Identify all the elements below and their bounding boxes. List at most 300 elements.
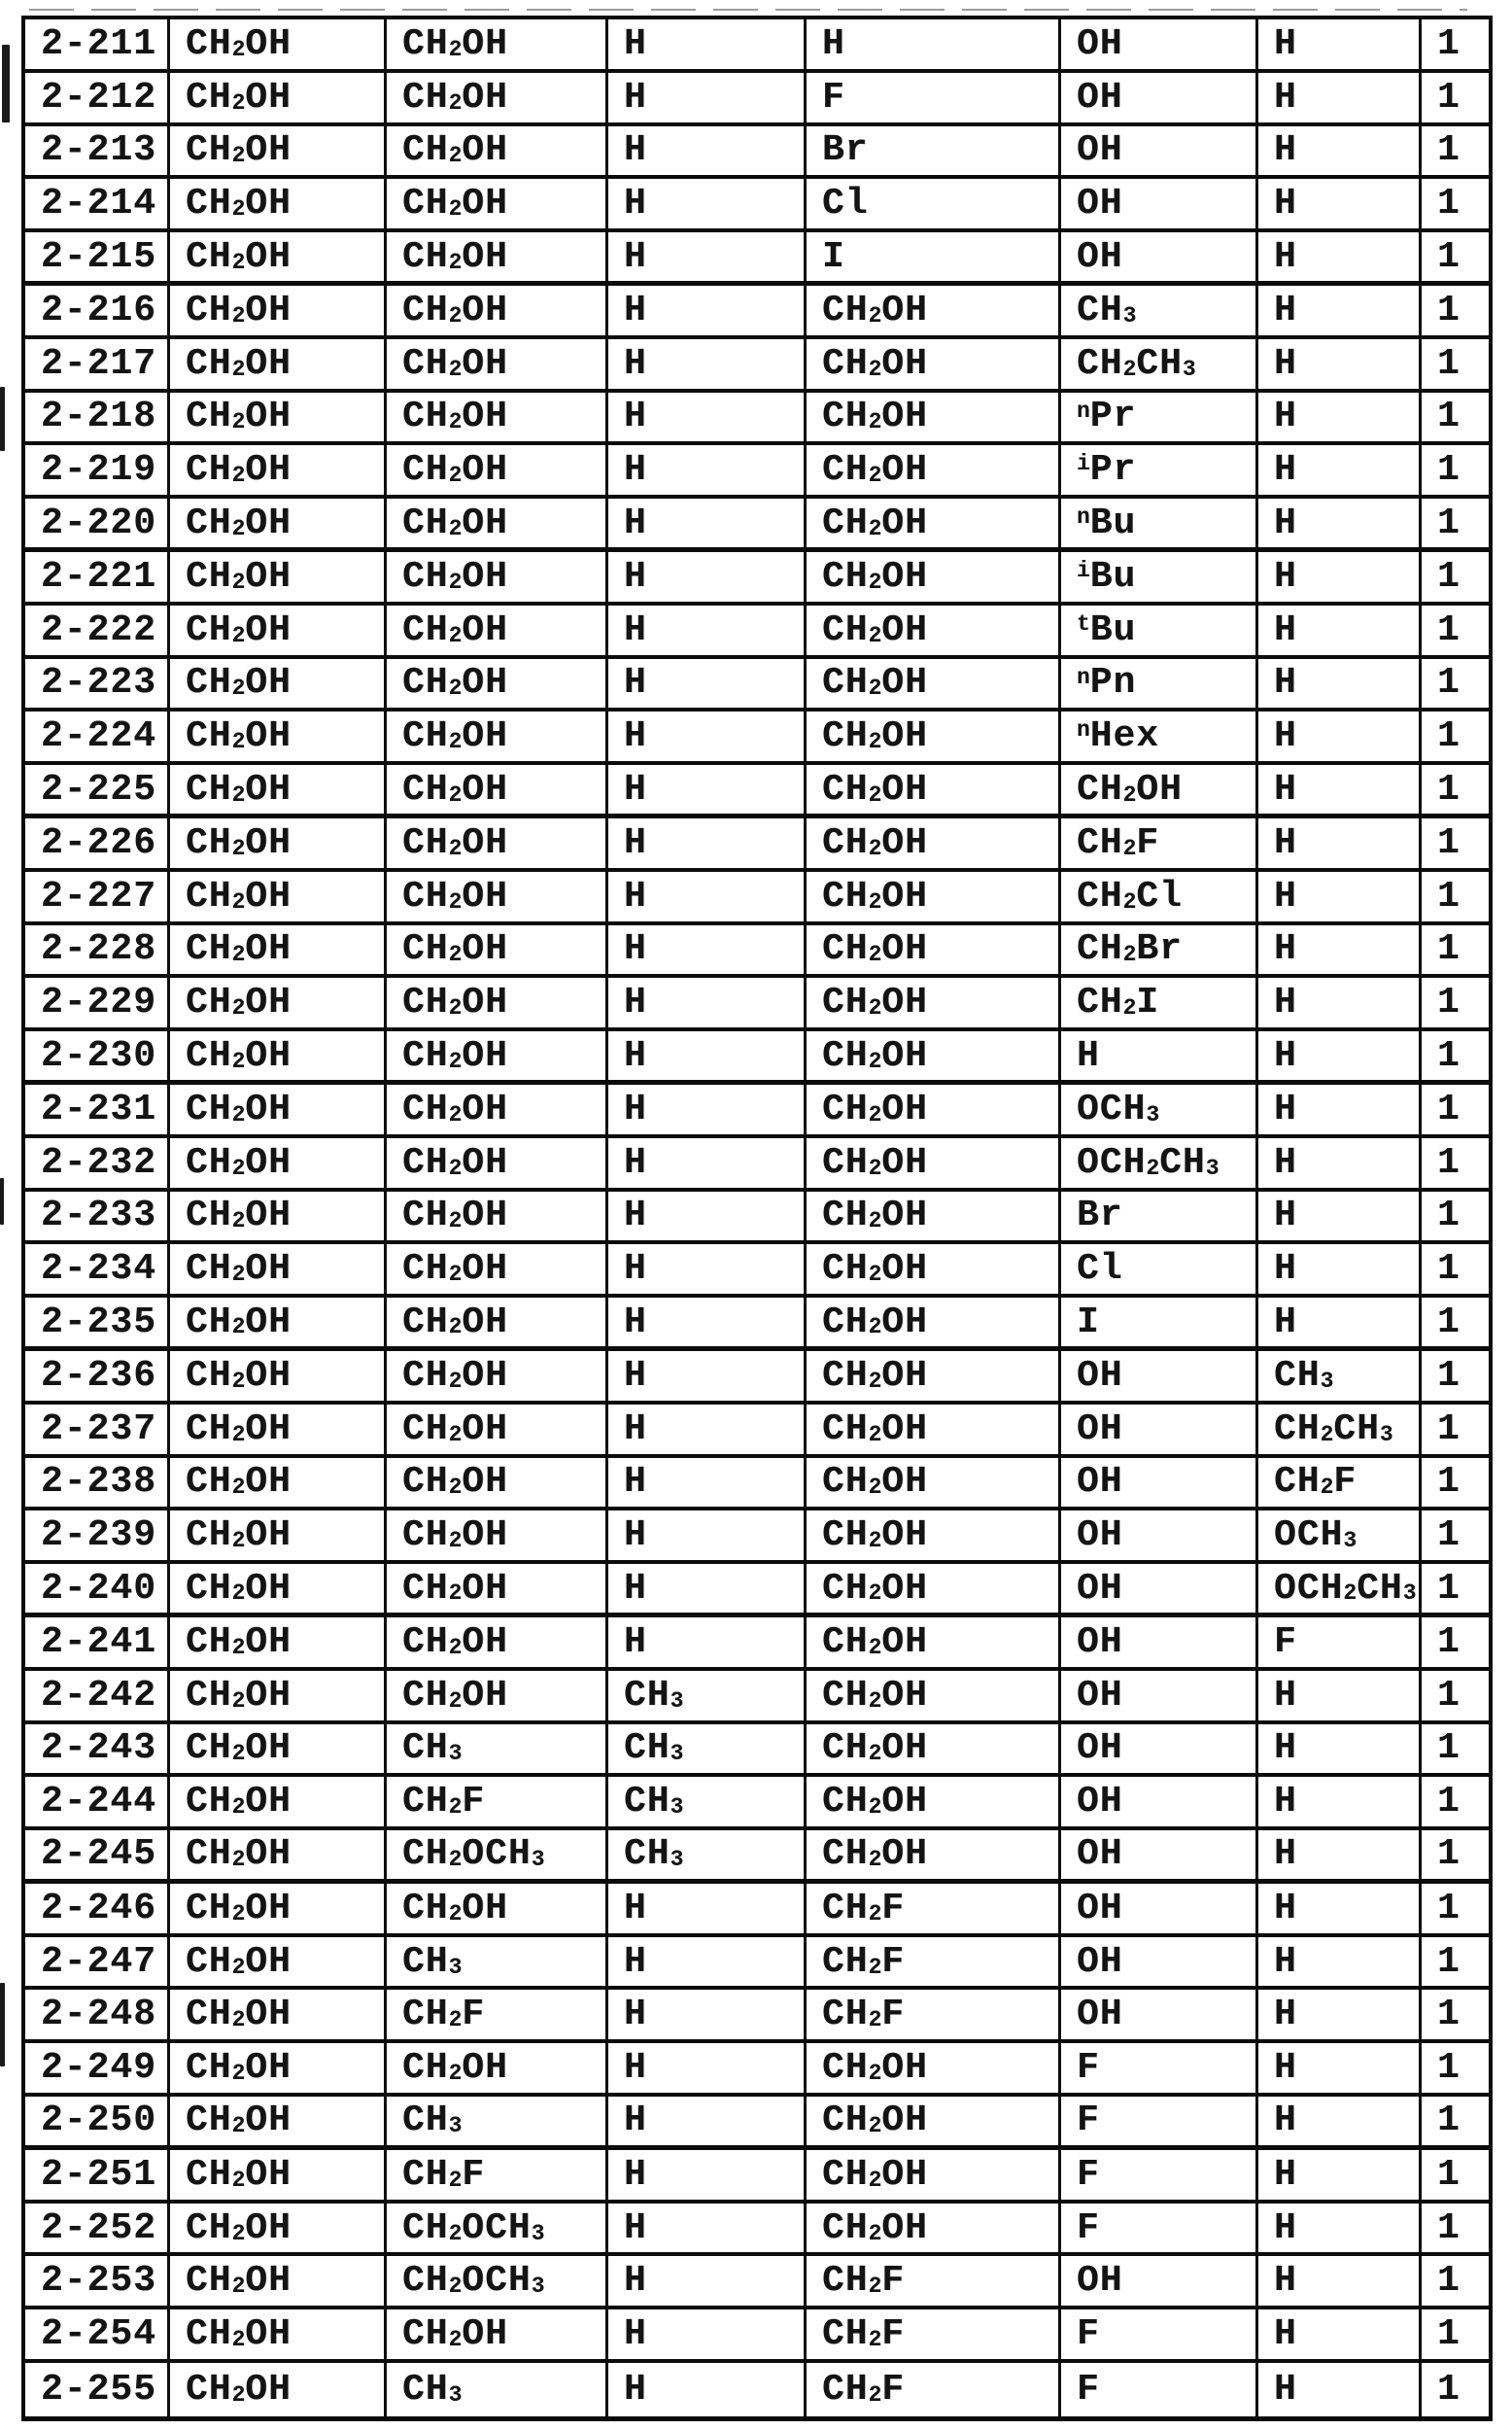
table-cell: CH $_2$ OH — [807, 978, 1061, 1027]
table-cell: CH $_2$ OH — [807, 1085, 1061, 1134]
table-row — [25, 1031, 1489, 1085]
table-cell: CH $_2$ F — [807, 1937, 1061, 1987]
table-cell: H — [608, 1138, 807, 1188]
table-cell: CH $_2$ F — [1258, 1458, 1422, 1508]
compound-number-cell: 2-235 — [25, 1298, 170, 1346]
table-cell: Br — [807, 126, 1061, 176]
table-cell: H — [608, 1351, 807, 1401]
table-cell: H — [1258, 393, 1422, 442]
table-cell: H — [608, 1298, 807, 1346]
table-cell: H — [1258, 2256, 1422, 2306]
table-cell: CH $_2$ OCH $_3$ — [387, 2256, 608, 2306]
table-cell: CH $_2$ OH — [170, 659, 387, 709]
table-cell: H — [608, 1085, 807, 1134]
table-cell: H — [608, 1031, 807, 1080]
table-cell: 1 — [1437, 768, 1460, 811]
table-cell: CH $_2$ OH — [170, 19, 387, 69]
table-cell: 1 — [1437, 928, 1460, 971]
table-cell: CH $_2$ OH — [170, 712, 387, 761]
table-cell: CH $_2$ OH — [807, 1138, 1061, 1188]
scan-artifact — [0, 1178, 4, 1225]
compound-number-cell: 2-225 — [25, 765, 170, 814]
table-cell: 1 — [1437, 982, 1460, 1024]
table-cell: OH — [1061, 2256, 1258, 2306]
table-cell: H — [1258, 126, 1422, 176]
table-cell: CH $_2$ OH — [170, 1298, 387, 1346]
table-cell: 1 — [1437, 1887, 1460, 1929]
table-cell: H — [1258, 1884, 1422, 1933]
table-cell: H — [608, 818, 807, 868]
table-cell: CH $_2$ OH — [170, 1351, 387, 1401]
table-cell: CH $_2$ OH — [807, 606, 1061, 655]
table-cell: CH $_2$ OH — [387, 1085, 608, 1134]
table-cell: 1 — [1437, 1514, 1460, 1557]
table-cell: CH $_2$ OH — [170, 552, 387, 602]
compound-number-cell: 2-228 — [25, 925, 170, 975]
compound-number-cell: 2-229 — [25, 978, 170, 1027]
table-cell: CH $_2$ OH — [387, 445, 608, 495]
table-cell: CH $_2$ OH — [170, 606, 387, 655]
table-cell: H — [1258, 872, 1422, 921]
table-cell: CH $_2$ OH — [387, 2043, 608, 2093]
table-cell: 1 — [1437, 183, 1460, 226]
table-cell: CH $_2$ OH — [170, 1937, 387, 1987]
table-cell: 1 — [1437, 1833, 1460, 1876]
table-cell: CH $_2$ OH — [807, 1192, 1061, 1241]
table-cell: CH $_2$ OH — [170, 765, 387, 814]
table-cell: CH $_2$ OH — [807, 1351, 1061, 1401]
table-row — [25, 1564, 1489, 1617]
table-row — [25, 1192, 1489, 1245]
table-cell: CH $_2$ OH — [387, 1510, 608, 1560]
table-cell: 1 — [1437, 502, 1460, 544]
table-row — [25, 872, 1489, 925]
table-cell: 1 — [1437, 1781, 1460, 1823]
compound-number-cell: 2-246 — [25, 1884, 170, 1933]
table-cell: CH $_2$ OH — [170, 2204, 387, 2253]
table-cell: H — [1258, 2043, 1422, 2093]
table-row — [25, 818, 1489, 872]
table-cell: H — [1258, 339, 1422, 389]
table-row — [25, 1671, 1489, 1724]
table-row — [25, 1990, 1489, 2043]
table-row — [25, 1777, 1489, 1830]
table-row — [25, 2150, 1489, 2204]
compound-number-cell: 2-236 — [25, 1351, 170, 1401]
compound-number-cell: 2-217 — [25, 339, 170, 389]
table-cell: H — [608, 925, 807, 975]
compound-number-cell: 2-226 — [25, 818, 170, 868]
table-cell: H — [1258, 286, 1422, 335]
compound-number-cell: 2-230 — [25, 1031, 170, 1080]
compound-number-cell: 2-245 — [25, 1830, 170, 1879]
table-cell: CH $_2$ OH — [807, 659, 1061, 709]
table-cell: CH $_2$ F — [807, 2256, 1061, 2306]
table-cell: CH $_2$ OH — [387, 179, 608, 228]
table-cell: 1 — [1437, 662, 1460, 705]
table-cell: CH $_2$ OH — [170, 232, 387, 281]
table-cell: CH $_2$ OH — [170, 1192, 387, 1241]
table-cell: 1 — [1437, 608, 1460, 651]
table-cell: F — [1061, 2097, 1258, 2145]
table-cell: OH — [1061, 1884, 1258, 1933]
table-cell: 1 — [1437, 715, 1460, 758]
table-cell: H — [1258, 818, 1422, 868]
table-cell: H — [608, 1937, 807, 1987]
table-cell: CH $_2$ CH $_3$ — [1061, 339, 1258, 389]
table-cell: H — [1258, 1192, 1422, 1241]
table-cell: H — [608, 872, 807, 921]
table-cell: CH $_2$ OH — [387, 659, 608, 709]
table-row — [25, 606, 1489, 659]
compound-number-cell: 2-250 — [25, 2097, 170, 2145]
table-cell: $^n$ Pn — [1061, 659, 1258, 709]
table-cell: H — [608, 286, 807, 335]
compound-number-cell: 2-239 — [25, 1510, 170, 1560]
table-cell: CH $_3$ — [1258, 1351, 1422, 1401]
table-cell: H — [608, 2043, 807, 2093]
table-cell: CH $_2$ F — [807, 2309, 1061, 2359]
table-cell: H — [608, 393, 807, 442]
table-row — [25, 1458, 1489, 1511]
table-cell: OH — [1061, 1671, 1258, 1720]
table-cell: OH — [1061, 73, 1258, 122]
table-cell: CH $_2$ OH — [170, 393, 387, 442]
table-row — [25, 1884, 1489, 1937]
table-cell: 1 — [1437, 449, 1460, 492]
table-cell: CH $_2$ Cl — [1061, 872, 1258, 921]
table-cell: H — [608, 765, 807, 814]
table-cell: CH $_2$ OH — [387, 818, 608, 868]
table-cell: H — [1258, 1937, 1422, 1987]
table-cell: OH — [1061, 1990, 1258, 2039]
compound-number-cell: 2-232 — [25, 1138, 170, 1188]
compound-number-cell: 2-249 — [25, 2043, 170, 2093]
compound-number-cell: 2-216 — [25, 286, 170, 335]
scan-ghost-line — [29, 9, 1467, 11]
table-cell: CH $_2$ OH — [387, 1351, 608, 1401]
table-cell: CH $_2$ OH — [170, 179, 387, 228]
table-cell: CH $_2$ OH — [807, 818, 1061, 868]
table-row — [25, 339, 1489, 393]
compound-number-cell: 2-243 — [25, 1724, 170, 1774]
table-row — [25, 765, 1489, 818]
table-cell: CH $_2$ I — [1061, 978, 1258, 1027]
table-cell: OH — [1061, 1458, 1258, 1508]
table-cell: H — [1258, 499, 1422, 547]
table-cell: CH $_2$ OH — [387, 73, 608, 122]
table-cell: CH $_2$ OH — [170, 2097, 387, 2145]
table-cell: CH $_2$ OH — [807, 765, 1061, 814]
table-row — [25, 179, 1489, 232]
table-row — [25, 1830, 1489, 1884]
table-cell: CH $_2$ OH — [807, 552, 1061, 602]
scan-artifact — [0, 1983, 5, 2066]
table-row — [25, 1244, 1489, 1298]
compound-number-cell: 2-244 — [25, 1777, 170, 1826]
table-cell: CH $_2$ OH — [170, 1085, 387, 1134]
table-cell: H — [608, 978, 807, 1027]
compound-number-cell: 2-247 — [25, 1937, 170, 1987]
compound-number-cell: 2-221 — [25, 552, 170, 602]
table-cell: OH — [1061, 1510, 1258, 1560]
table-row — [25, 712, 1489, 765]
table-cell: CH $_2$ OH — [387, 1617, 608, 1667]
compound-number-cell: 2-218 — [25, 393, 170, 442]
table-cell: OH — [1061, 1937, 1258, 1987]
table-cell: CH $_2$ OH — [170, 818, 387, 868]
table-cell: F — [1061, 2204, 1258, 2253]
table-cell: CH $_2$ OH — [387, 606, 608, 655]
table-cell: 1 — [1437, 2100, 1460, 2142]
table-cell: H — [608, 232, 807, 281]
table-cell: CH $_3$ — [608, 1671, 807, 1720]
table-cell: H — [1258, 1138, 1422, 1188]
table-cell: CH $_2$ OH — [170, 339, 387, 389]
scan-artifact — [0, 387, 5, 451]
table-cell: 1 — [1437, 22, 1460, 65]
table-cell: H — [1258, 2309, 1422, 2359]
table-cell: CH $_2$ OH — [807, 2204, 1061, 2253]
compound-number-cell: 2-213 — [25, 126, 170, 176]
table-cell: CH $_2$ F — [387, 2150, 608, 2200]
table-row — [25, 1937, 1489, 1991]
compound-number-cell: 2-214 — [25, 179, 170, 228]
table-cell: CH $_3$ — [387, 1724, 608, 1774]
table-cell: 1 — [1437, 1034, 1460, 1077]
table-cell: CH $_2$ OH — [170, 2150, 387, 2200]
table-cell: F — [1061, 2150, 1258, 2200]
table-cell: H — [1258, 232, 1422, 281]
table-cell: CH $_2$ Br — [1061, 925, 1258, 975]
table-cell: CH $_2$ F — [807, 2363, 1061, 2416]
table-cell: H — [1258, 1671, 1422, 1720]
table-cell: H — [1258, 1830, 1422, 1879]
table-cell: H — [1258, 1777, 1422, 1826]
table-row — [25, 659, 1489, 712]
compound-number-cell: 2-231 — [25, 1085, 170, 1134]
compound-number-cell: 2-234 — [25, 1244, 170, 1294]
table-row — [25, 1405, 1489, 1458]
table-cell: 1 — [1437, 1354, 1460, 1397]
compound-number-cell: 2-237 — [25, 1405, 170, 1454]
table-cell: 1 — [1437, 1461, 1460, 1504]
table-cell: H — [1258, 925, 1422, 975]
table-cell: H — [1258, 765, 1422, 814]
table-cell: CH $_2$ OH — [387, 1298, 608, 1346]
table-cell: 1 — [1437, 875, 1460, 918]
table-row — [25, 19, 1489, 73]
compound-number-cell: 2-219 — [25, 445, 170, 495]
table-cell: H — [1258, 445, 1422, 495]
table-cell: CH $_2$ OH — [387, 872, 608, 921]
table-cell: CH $_2$ OH — [170, 1777, 387, 1826]
table-cell: CH $_2$ OH — [170, 1138, 387, 1188]
table-cell: CH $_2$ OH — [807, 925, 1061, 975]
table-cell: H — [608, 712, 807, 761]
table-cell: CH $_2$ OH — [807, 712, 1061, 761]
table-cell: H — [608, 1564, 807, 1613]
table-cell: CH $_2$ OH — [170, 73, 387, 122]
table-row — [25, 1298, 1489, 1351]
table-cell: H — [608, 1510, 807, 1560]
table-cell: H — [608, 445, 807, 495]
table-cell: F — [1061, 2363, 1258, 2416]
table-cell: H — [1258, 1031, 1422, 1080]
table-row — [25, 73, 1489, 126]
table-cell: Cl — [1061, 1244, 1258, 1294]
table-cell: CH $_2$ OH — [807, 1724, 1061, 1774]
table-cell: 1 — [1437, 289, 1460, 331]
table-cell: CH $_2$ OH — [387, 1031, 608, 1080]
table-cell: CH $_3$ — [608, 1777, 807, 1826]
compound-number-cell: 2-238 — [25, 1458, 170, 1508]
table-cell: 1 — [1437, 1141, 1460, 1184]
table-cell: OCH $_3$ — [1258, 1510, 1422, 1560]
table-cell: CH $_2$ OH — [387, 712, 608, 761]
table-cell: 1 — [1437, 821, 1460, 864]
table-row — [25, 126, 1489, 180]
table-cell: OH — [1061, 1405, 1258, 1454]
table-cell: H — [608, 2204, 807, 2253]
table-row — [25, 393, 1489, 446]
table-row — [25, 499, 1489, 552]
compound-number-cell: 2-242 — [25, 1671, 170, 1720]
table-cell: 1 — [1437, 2368, 1460, 2411]
table-cell: 1 — [1437, 2047, 1460, 2090]
table-cell: CH $_2$ OH — [807, 1458, 1061, 1508]
compound-number-cell: 2-224 — [25, 712, 170, 761]
table-cell: H — [1258, 2097, 1422, 2145]
table-cell: H — [1258, 1085, 1422, 1134]
table-cell: H — [608, 1617, 807, 1667]
compound-number-cell: 2-241 — [25, 1617, 170, 1667]
table-cell: F — [807, 73, 1061, 122]
table-cell: CH $_2$ OH — [387, 1138, 608, 1188]
table-cell: CH $_2$ OH — [387, 1671, 608, 1720]
table-cell: CH $_2$ CH $_3$ — [1258, 1405, 1422, 1454]
table-cell: CH $_2$ OH — [387, 393, 608, 442]
table-row — [25, 286, 1489, 339]
table-cell: 1 — [1437, 2313, 1460, 2356]
compound-number-cell: 2-252 — [25, 2204, 170, 2253]
compound-number-cell: 2-227 — [25, 872, 170, 921]
table-cell: CH $_2$ OH — [387, 1405, 608, 1454]
table-cell: CH $_2$ OH — [387, 499, 608, 547]
table-cell: 1 — [1437, 555, 1460, 598]
table-cell: 1 — [1437, 1940, 1460, 1983]
table-cell: H — [608, 73, 807, 122]
table-cell: H — [1258, 1724, 1422, 1774]
table-cell: CH $_2$ OH — [387, 126, 608, 176]
compound-number-cell: 2-253 — [25, 2256, 170, 2306]
table-cell: $^n$ Pr — [1061, 393, 1258, 442]
table-cell: OCH $_2$ CH $_3$ — [1258, 1564, 1422, 1613]
table-cell: 1 — [1437, 2206, 1460, 2249]
table-cell: CH $_2$ OCH $_3$ — [387, 1830, 608, 1879]
table-cell: CH $_2$ OH — [387, 232, 608, 281]
table-cell: H — [1258, 552, 1422, 602]
table-cell: H — [1258, 19, 1422, 69]
table-cell: H — [608, 126, 807, 176]
compound-number-cell: 2-212 — [25, 73, 170, 122]
table-cell: 1 — [1437, 1994, 1460, 2036]
table-cell: 1 — [1437, 2153, 1460, 2196]
scan-artifact — [2, 45, 10, 122]
table-cell: H — [1258, 1244, 1422, 1294]
table-cell: CH $_2$ OH — [170, 1830, 387, 1879]
compound-number-cell: 2-233 — [25, 1192, 170, 1241]
table-cell: F — [1061, 2043, 1258, 2093]
table-cell: 1 — [1437, 1407, 1460, 1450]
table-cell: H — [1061, 1031, 1258, 1080]
table-cell: H — [608, 2097, 807, 2145]
table-cell: H — [608, 179, 807, 228]
table-cell: 1 — [1437, 1620, 1460, 1663]
table-cell: CH $_2$ OH — [807, 339, 1061, 389]
table-cell: CH $_2$ OH — [170, 2043, 387, 2093]
compound-number-cell: 2-223 — [25, 659, 170, 709]
table-cell: CH $_2$ OH — [807, 1244, 1061, 1294]
table-cell: OH — [1061, 19, 1258, 69]
compound-number-cell: 2-254 — [25, 2309, 170, 2359]
table-row — [25, 552, 1489, 606]
table-cell: CH $_2$ OH — [807, 1671, 1061, 1720]
table-cell: H — [1258, 73, 1422, 122]
table-cell: CH $_2$ OH — [387, 1192, 608, 1241]
table-cell: CH $_3$ — [387, 1937, 608, 1987]
table-cell: CH $_2$ F — [387, 1990, 608, 2039]
compound-number-cell: 2-211 — [25, 19, 170, 69]
table-cell: CH $_2$ OH — [170, 2256, 387, 2306]
table-cell: CH $_2$ OH — [170, 445, 387, 495]
table-cell: CH $_2$ OH — [170, 1671, 387, 1720]
table-cell: $^t$ Bu — [1061, 606, 1258, 655]
compound-table — [21, 16, 1493, 2421]
table-cell: CH $_2$ OH — [170, 872, 387, 921]
table-cell: H — [1258, 1990, 1422, 2039]
table-cell: H — [608, 1990, 807, 2039]
table-cell: H — [608, 2150, 807, 2200]
table-cell: CH $_2$ OH — [807, 2043, 1061, 2093]
table-cell: 1 — [1437, 235, 1460, 278]
table-cell: CH $_3$ — [608, 1724, 807, 1774]
table-cell: OH — [1061, 1351, 1258, 1401]
table-cell: 1 — [1437, 1727, 1460, 1770]
table-row — [25, 445, 1489, 499]
table-cell: 1 — [1437, 1195, 1460, 1237]
table-cell: CH $_3$ — [1061, 286, 1258, 335]
table-cell: H — [608, 2256, 807, 2306]
compound-number-cell: 2-222 — [25, 606, 170, 655]
table-cell: Cl — [807, 179, 1061, 228]
table-cell: H — [608, 339, 807, 389]
table-cell: Br — [1061, 1192, 1258, 1241]
table-row — [25, 2097, 1489, 2150]
table-row — [25, 2363, 1489, 2416]
table-cell: H — [608, 19, 807, 69]
table-cell: OH — [1061, 1830, 1258, 1879]
table-cell: OH — [1061, 1777, 1258, 1826]
table-cell: CH $_2$ OH — [170, 1405, 387, 1454]
table-cell: CH $_3$ — [387, 2097, 608, 2145]
table-cell: CH $_2$ OH — [387, 978, 608, 1027]
table-cell: CH $_2$ OH — [807, 393, 1061, 442]
table-cell: 1 — [1437, 1567, 1460, 1610]
table-cell: H — [1258, 712, 1422, 761]
table-cell: OH — [1061, 1724, 1258, 1774]
table-cell: H — [1258, 659, 1422, 709]
